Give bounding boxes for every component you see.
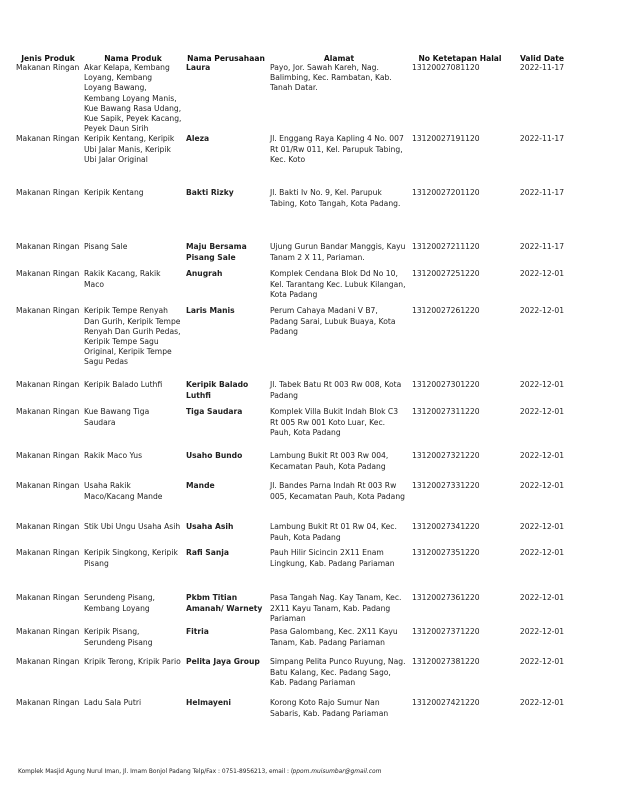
cell-nama-perusahaan: Anugrah	[186, 269, 223, 279]
cell-nama-produk: Serundeng Pisang, Kembang Loyang	[84, 593, 155, 613]
table-row	[14, 407, 574, 451]
cell-jenis-produk: Makanan Ringan	[16, 522, 80, 532]
table-header-row	[14, 54, 574, 63]
table-row	[14, 306, 574, 380]
cell-alamat: Pauh Hilir Sicincin 2X11 Enam Lingkung, Kab. Padang Pariaman	[270, 548, 395, 568]
cell-valid-date: 2022-12-01	[519, 698, 565, 708]
cell-no-ketetapan-halal: 13120027341220	[412, 522, 480, 532]
table-row	[14, 481, 574, 522]
cell-valid-date: 2022-12-01	[519, 548, 565, 558]
cell-alamat: Komplek Cendana Blok Dd No 10, Kel. Tarantang Kec. Lubuk Kilangan, Kota Padang	[270, 269, 406, 299]
cell-nama-perusahaan: Keripik Balado Luthfi	[186, 380, 249, 400]
halal-certificate-table	[14, 54, 574, 728]
cell-no-ketetapan-halal: 13120027191120	[412, 134, 480, 144]
cell-valid-date: 2022-12-01	[519, 306, 565, 316]
cell-jenis-produk: Makanan Ringan	[16, 380, 80, 390]
cell-jenis-produk: Makanan Ringan	[16, 134, 80, 144]
cell-no-ketetapan-halal: 13120027261220	[412, 306, 480, 316]
cell-no-ketetapan-halal: 13120027361220	[412, 593, 480, 603]
cell-nama-produk: Keripik Kentang	[84, 188, 144, 198]
cell-nama-perusahaan: Helmayeni	[186, 698, 232, 708]
cell-no-ketetapan-halal: 13120027201120	[412, 188, 480, 198]
cell-nama-produk: Keripik Singkong, Keripik Pisang	[84, 548, 178, 568]
cell-no-ketetapan-halal: 13120027381220	[412, 657, 480, 667]
cell-valid-date: 2022-12-01	[519, 627, 565, 637]
cell-jenis-produk: Makanan Ringan	[16, 451, 80, 461]
cell-no-ketetapan-halal: 13120027211120	[412, 242, 480, 252]
cell-alamat: Pasa Galombang, Kec. 2X11 Kayu Tanam, Kab. Padang Pariaman	[270, 627, 398, 647]
cell-nama-produk: Stik Ubi Ungu Usaha Asih	[84, 522, 181, 532]
cell-alamat: Lambung Bukit Rt 003 Rw 004, Kecamatan Pauh, Kota Padang	[270, 451, 389, 471]
cell-valid-date: 2022-12-01	[519, 407, 565, 417]
cell-jenis-produk: Makanan Ringan	[16, 657, 80, 667]
cell-nama-produk: Keripik Pisang, Serundeng Pisang	[84, 627, 153, 647]
cell-jenis-produk: Makanan Ringan	[16, 627, 80, 637]
cell-alamat: Jl. Enggang Raya Kapling 4 No. 007 Rt 01/Rw 011, Kel. Parupuk Tabing, Kec. Koto	[270, 134, 404, 164]
table-row	[14, 269, 574, 306]
cell-valid-date: 2022-12-01	[519, 522, 565, 532]
table-row	[14, 451, 574, 481]
cell-nama-perusahaan: Fitria	[186, 627, 209, 637]
page-footer	[18, 769, 381, 775]
cell-nama-produk: Rakik Kacang, Rakik Maco	[84, 269, 161, 289]
cell-alamat: Jl. Bandes Parna Indah Rt 003 Rw 005, Kecamatan Pauh, Kota Padang	[270, 481, 405, 501]
cell-nama-perusahaan: Aleza	[186, 134, 210, 144]
cell-nama-perusahaan: Usaha Asih	[186, 522, 234, 532]
cell-alamat: Simpang Pelita Punco Ruyung, Nag. Batu Kalang, Kec. Padang Sago, Kab. Padang Pariaman	[270, 657, 406, 687]
cell-no-ketetapan-halal: 13120027421220	[412, 698, 480, 708]
table-row	[14, 657, 574, 698]
cell-valid-date: 2022-12-01	[519, 269, 565, 279]
cell-valid-date: 2022-12-01	[519, 481, 565, 491]
cell-jenis-produk: Makanan Ringan	[16, 548, 80, 558]
cell-valid-date: 2022-12-01	[519, 593, 565, 603]
cell-no-ketetapan-halal: 13120027081120	[412, 63, 480, 72]
cell-nama-perusahaan: Pkbm Titian Amanah/ Warnety	[186, 593, 263, 613]
cell-nama-produk: Akar Kelapa, Kembang Loyang, Kembang Loyang Bawang, Kembang Loyang Manis, Kue Bawang Rasa Udang, Kue Sapik, Peyek Kacang, Peyek Daun Sirih	[84, 63, 182, 134]
cell-jenis-produk: Makanan Ringan	[16, 698, 80, 708]
cell-jenis-produk: Makanan Ringan	[16, 242, 80, 252]
cell-alamat: Jl. Tabek Batu Rt 003 Rw 008, Kota Padang	[270, 380, 402, 400]
table-row	[14, 63, 574, 134]
cell-no-ketetapan-halal: 13120027371220	[412, 627, 480, 637]
cell-nama-produk: Pisang Sale	[84, 242, 128, 252]
cell-nama-perusahaan: Usaho Bundo	[186, 451, 243, 461]
table-row	[14, 698, 574, 728]
table-row	[14, 134, 574, 188]
cell-alamat: Jl. Bakti Iv No. 9, Kel. Parupuk Tabing, Koto Tangah, Kota Padang.	[270, 188, 401, 208]
header-no-ketetapan-halal: No Ketetapan Halal	[418, 54, 502, 63]
cell-nama-perusahaan: Rafi Sanja	[186, 548, 229, 558]
cell-no-ketetapan-halal: 13120027331220	[412, 481, 480, 491]
cell-jenis-produk: Makanan Ringan	[16, 269, 80, 279]
footer-address: Komplek Masjid Agung Nurul Iman, Jl. Imam Bonjol Padang Telp/Fax : 0751-8956213, email :	[18, 769, 291, 775]
table-row	[14, 548, 574, 593]
cell-nama-perusahaan: Pelita Jaya Group	[186, 657, 260, 667]
cell-alamat: Perum Cahaya Madani V B7, Padang Sarai, Lubuk Buaya, Kota Padang	[270, 306, 396, 336]
cell-no-ketetapan-halal: 13120027321220	[412, 451, 480, 461]
cell-no-ketetapan-halal: 13120027301220	[412, 380, 480, 390]
cell-alamat: Payo, Jor. Sawah Kareh, Nag. Balimbing, Kec. Rambatan, Kab. Tanah Datar.	[270, 63, 392, 93]
table-row	[14, 522, 574, 548]
cell-jenis-produk: Makanan Ringan	[16, 593, 80, 603]
footer-email: lppom.muisumbar@gmail.com	[290, 769, 382, 775]
header-jenis-produk: Jenis Produk	[21, 54, 75, 63]
cell-nama-produk: Kue Bawang Tiga Saudara	[84, 407, 150, 427]
cell-alamat: Pasa Tangah Nag. Kay Tanam, Kec. 2X11 Kayu Tanam, Kab. Padang Pariaman	[270, 593, 402, 623]
cell-jenis-produk: Makanan Ringan	[16, 188, 80, 198]
cell-nama-produk: Kripik Terong, Kripik Pario	[84, 657, 181, 667]
header-nama-perusahaan: Nama Perusahaan	[187, 54, 265, 63]
cell-jenis-produk: Makanan Ringan	[16, 63, 80, 72]
header-nama-produk: Nama Produk	[104, 54, 162, 63]
cell-valid-date: 2022-11-17	[519, 134, 565, 144]
cell-nama-produk: Usaha Rakik Maco/Kacang Mande	[84, 481, 163, 501]
cell-nama-perusahaan: Mande	[186, 481, 215, 491]
cell-nama-perusahaan: Laura	[186, 63, 211, 72]
cell-no-ketetapan-halal: 13120027311220	[412, 407, 480, 417]
cell-nama-produk: Keripik Kentang, Keripik Ubi Jalar Manis, Keripik Ubi Jalar Original	[84, 134, 175, 164]
header-valid-date: Valid Date	[519, 54, 565, 63]
cell-nama-produk: Ladu Sala Putri	[84, 698, 142, 708]
cell-nama-produk: Rakik Maco Yus	[84, 451, 143, 461]
cell-valid-date: 2022-11-17	[519, 242, 565, 252]
cell-jenis-produk: Makanan Ringan	[16, 407, 80, 417]
cell-nama-perusahaan: Maju Bersama Pisang Sale	[186, 242, 247, 262]
cell-valid-date: 2022-11-17	[519, 63, 565, 72]
cell-nama-produk: Keripik Tempe Renyah Dan Gurih, Keripik Tempe Renyah Dan Gurih Pedas, Keripik Tempe Sagu Original, Keripik Tempe Sagu Pedas	[84, 306, 181, 367]
cell-no-ketetapan-halal: 13120027351220	[412, 548, 480, 558]
cell-no-ketetapan-halal: 13120027251220	[412, 269, 480, 279]
cell-jenis-produk: Makanan Ringan	[16, 481, 80, 491]
cell-valid-date: 2022-12-01	[519, 657, 565, 667]
table-row	[14, 188, 574, 242]
table-row	[14, 627, 574, 657]
table-row	[14, 380, 574, 407]
cell-alamat: Korong Koto Rajo Sumur Nan Sabaris, Kab. Padang Pariaman	[270, 698, 389, 718]
cell-valid-date: 2022-12-01	[519, 451, 565, 461]
cell-jenis-produk: Makanan Ringan	[16, 306, 80, 316]
header-alamat: Alamat	[323, 54, 355, 63]
cell-valid-date: 2022-12-01	[519, 380, 565, 390]
cell-valid-date: 2022-11-17	[519, 188, 565, 198]
cell-alamat: Komplek Villa Bukit Indah Blok C3 Rt 005 Rw 001 Koto Luar, Kec. Pauh, Kota Padang	[270, 407, 399, 437]
table-row	[14, 242, 574, 269]
cell-alamat: Lambung Bukit Rt 01 Rw 04, Kec. Pauh, Kota Padang	[270, 522, 397, 542]
cell-alamat: Ujung Gurun Bandar Manggis, Kayu Tanam 2 X 11, Pariaman.	[270, 242, 406, 262]
cell-nama-perusahaan: Tiga Saudara	[186, 407, 243, 417]
cell-nama-produk: Keripik Balado Luthfi	[84, 380, 163, 390]
cell-nama-perusahaan: Bakti Rizky	[186, 188, 234, 198]
table-row	[14, 593, 574, 627]
cell-nama-perusahaan: Laris Manis	[186, 306, 235, 316]
